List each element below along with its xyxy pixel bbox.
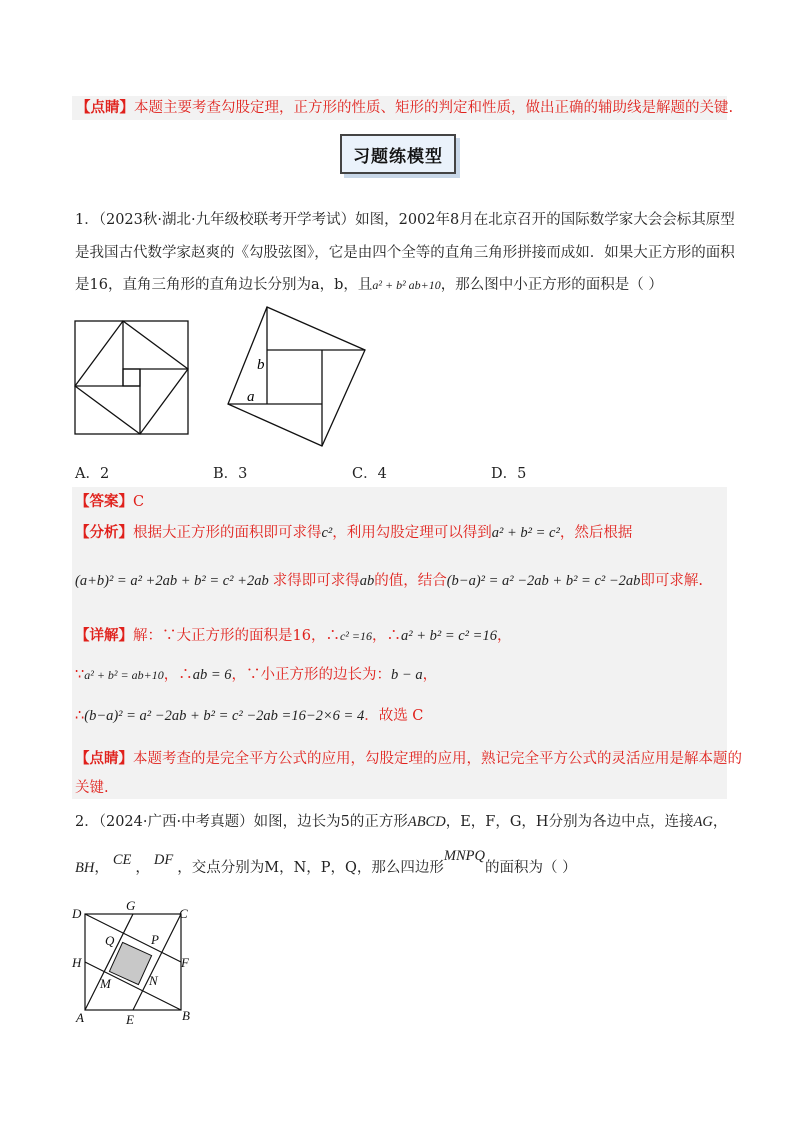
- analysis-text1a: 根据大正方形的面积即可求得: [133, 525, 322, 541]
- analysis-text2a: 求得即可求得: [272, 573, 360, 589]
- q1-analysis-line1: [75, 523, 632, 543]
- analysis-text2c: 即可求解.: [640, 573, 704, 589]
- label-Q: Q: [105, 933, 115, 948]
- q1-choice-d[interactable]: D．5: [491, 466, 527, 482]
- q1-text3a: 是16，直角三角形的直角边长分别为a，b，且: [75, 277, 373, 293]
- q2-text1b: ，E，F，G，H分别为各边中点，连接: [445, 814, 694, 830]
- detail-text2d: ，: [422, 667, 438, 683]
- detail-math3: a² + b² = ab+10: [84, 668, 164, 682]
- analysis-text1c: ，然后根据: [559, 525, 633, 541]
- q1-line2: 是我国古代数学家赵爽的《勾股弦图》，它是由四个全等的直角三角形拼接而成如．如果大正方形的面积: [75, 245, 735, 261]
- q1-analysis-line2: [75, 571, 703, 591]
- q1-figure-right: [225, 305, 370, 450]
- q2-number: 2．: [75, 814, 99, 830]
- label-a: a: [247, 389, 255, 405]
- q2-math-abcd: ABCD: [407, 814, 446, 830]
- big-square: [228, 307, 365, 446]
- detail-text3a: ∴: [75, 708, 85, 724]
- q2-math-mnpq: MNPQ: [443, 848, 485, 864]
- q2-text1c: ，: [712, 814, 728, 830]
- detail-math5: b − a: [391, 667, 423, 683]
- q1-text3b: ，那么图中小正方形的面积是（ ）: [440, 277, 663, 293]
- key-text1: 本题考查的是完全平方公式的应用，勾股定理的应用，熟记完全平方公式的灵活应用是解本题的: [133, 751, 742, 767]
- top-note: [76, 98, 733, 118]
- top-note-tag: 【点睛】: [76, 99, 134, 116]
- q2-figure: [68, 896, 198, 1026]
- q2-math-df: DF: [153, 852, 174, 868]
- q2-text2b: 的面积为（ ）: [485, 860, 577, 876]
- detail-text1c: ，: [496, 628, 512, 644]
- rotated-square: [75, 321, 188, 434]
- q2-line1: [75, 812, 727, 832]
- detail-math6: (b−a)² = a² −2ab + b² = c² −2ab =16−2×6 = 4: [84, 708, 365, 724]
- q1-figure-left: [74, 320, 190, 436]
- detail-tag: 【详解】: [75, 627, 133, 644]
- q1-choice-b[interactable]: B．3: [213, 466, 248, 482]
- q1-choice-a[interactable]: A．2: [75, 466, 110, 482]
- answer-value: C: [133, 494, 145, 510]
- outer-square: [75, 321, 188, 434]
- label-M: M: [100, 976, 111, 991]
- label-E: E: [126, 1012, 134, 1026]
- analysis-math5: (b−a)² = a² −2ab + b² = c² −2ab: [446, 573, 641, 589]
- label-P: P: [151, 932, 159, 947]
- analysis-math4: ab: [359, 573, 375, 589]
- q2-text1a: 如图，边长为5的正方形: [253, 814, 408, 830]
- analysis-math2: a² + b² = c²: [491, 525, 560, 541]
- analysis-text2b: 的值，结合: [374, 573, 447, 589]
- detail-text1a: 解：∵大正方形的面积是16，∴: [133, 628, 340, 644]
- q2-math-ce: CE: [112, 852, 132, 868]
- q1-choice-c[interactable]: C．4: [352, 466, 387, 482]
- analysis-math3: (a+b)² = a² +2ab + b² = c² +2ab: [75, 573, 269, 589]
- q1-detail-line1: [75, 626, 511, 646]
- key-tag: 【点睛】: [75, 750, 133, 767]
- q1-key-line2: 关键.: [75, 780, 109, 796]
- inner-square: [123, 369, 140, 386]
- label-C: C: [179, 906, 188, 921]
- detail-math1: c² =16: [339, 629, 372, 643]
- analysis-text1b: ，利用勾股定理可以得到: [332, 525, 492, 541]
- q1-number: 1．: [75, 212, 99, 228]
- label-H: H: [72, 955, 82, 970]
- q1-line1: [75, 210, 735, 230]
- detail-math4: ab = 6: [192, 667, 232, 683]
- answer-tag: 【答案】: [75, 493, 133, 510]
- q1-text1: 如图，2002年8月在北京召开的国际数学家大会会标其原型: [355, 212, 735, 228]
- q2-math-bh: BH: [75, 860, 95, 876]
- label-F: F: [181, 955, 189, 970]
- detail-math2: a² + b² = c² =16: [400, 628, 497, 644]
- q2-line2: BH， CE ， DF ，交点分别为M，N，P，Q，那么四边形MNPQ的面积为（ ）: [75, 848, 577, 876]
- top-note-text: 本题主要考查勾股定理，正方形的性质、矩形的判定和性质，做出正确的辅助线是解题的关键.: [134, 100, 734, 116]
- label-A: A: [76, 1010, 84, 1025]
- q1-detail-line3: [75, 706, 423, 726]
- analysis-tag: 【分析】: [75, 524, 133, 541]
- detail-text3b: ．故选 C: [364, 708, 424, 724]
- section-title: 习题练模型: [340, 134, 456, 174]
- label-b: b: [257, 357, 265, 373]
- q1-line3: [75, 275, 663, 295]
- q1-detail-line2: [75, 665, 437, 685]
- q1-condition-math: a² + b² ab+10: [372, 278, 441, 292]
- detail-text2a: ∵: [75, 667, 85, 683]
- label-B: B: [182, 1008, 190, 1023]
- label-D: D: [72, 906, 82, 921]
- q1-source: （2023秋·湖北·九年级校联考开学考试）: [98, 212, 356, 228]
- q2-math-ag: AG: [693, 814, 713, 830]
- q2-text2a: ，交点分别为M，N，P，Q，那么四边形: [177, 860, 444, 876]
- q2-source: （2024·广西·中考真题）: [98, 814, 254, 830]
- q1-answer: [75, 492, 144, 512]
- detail-text2b: ，∴: [163, 667, 193, 683]
- label-N: N: [149, 973, 158, 988]
- label-G: G: [126, 898, 136, 913]
- detail-text1b: ，∴: [371, 628, 401, 644]
- analysis-math1: c²: [321, 525, 333, 541]
- detail-text2c: ，∵小正方形的边长为：: [231, 667, 392, 683]
- q1-key-line1: [75, 749, 742, 769]
